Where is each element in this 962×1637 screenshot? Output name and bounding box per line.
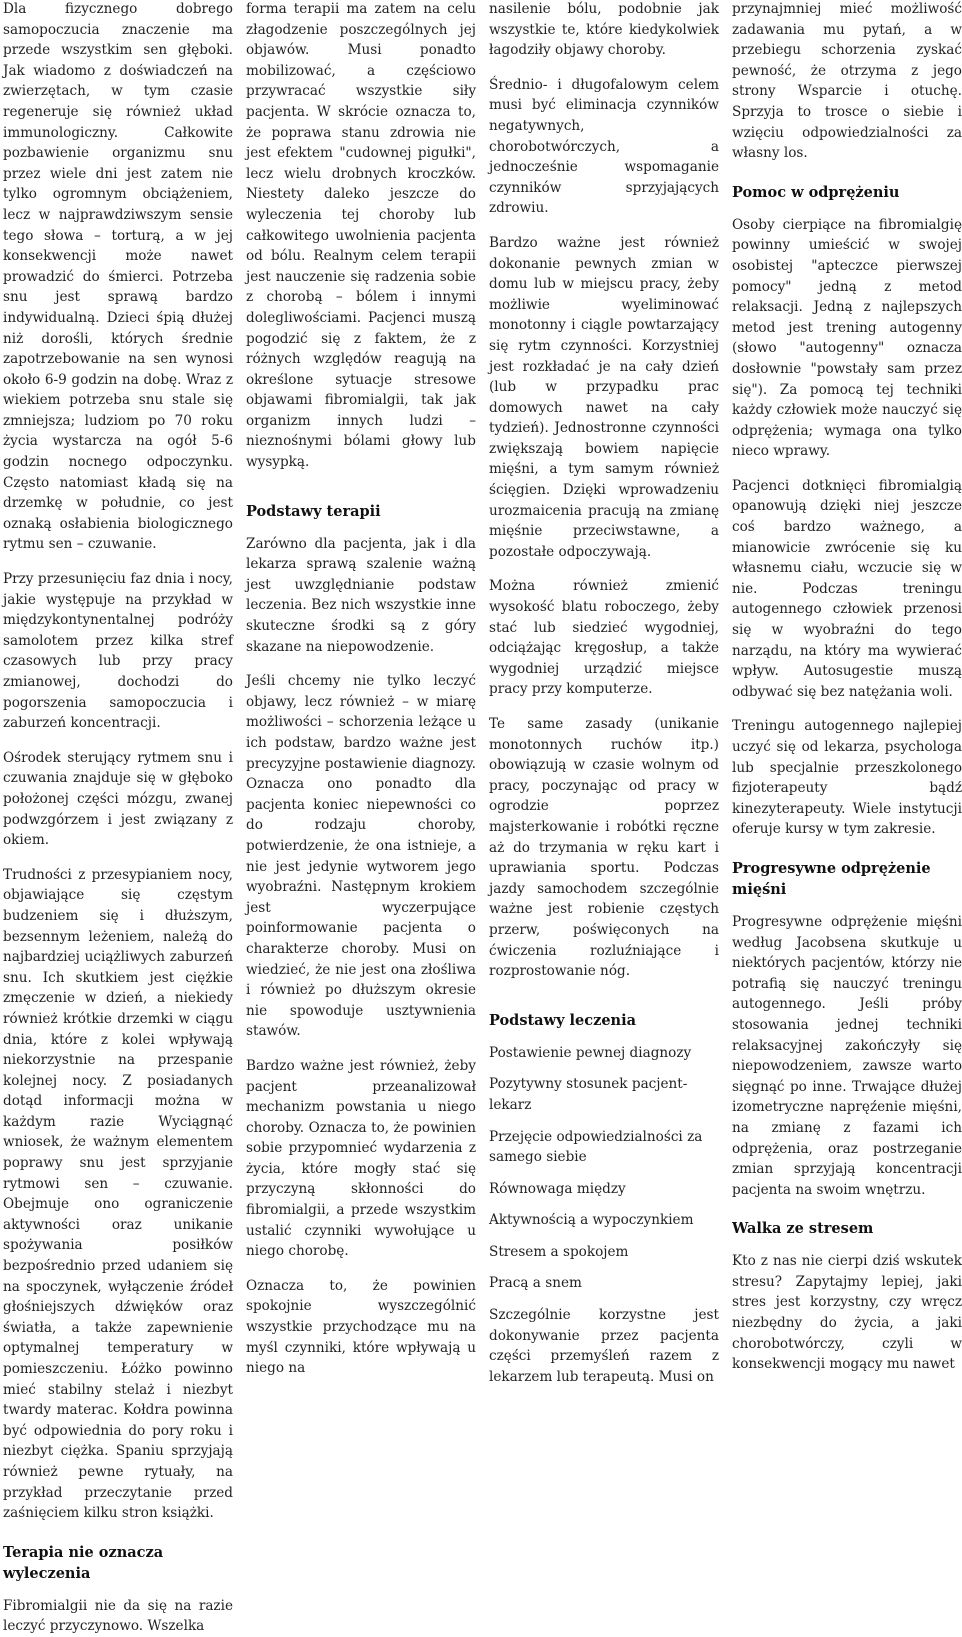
paragraph: Dla fizycznego dobrego samopoczucia znaczenie ma przede wszystkim sen głęboki. Jak wiadomo z doświadczeń na zwierzętach, w tym czasie regeneruje się również układ immunologiczny. Całkowite pozbawienie organizmu snu przez wiele dni jest zatem nie tylko ogromnym obciążeniem, lecz w najprawdziwszym sensie tego słowa – torturą, a w jej konsekwencji może nawet prowadzić do śmierci. Potrzeba snu jest sprawą bardzo indywidualną. Dzieci śpią dłużej niż dorośli, których średnie zapotrzebowanie na sen wynosi około 6-9 godzin na dobę. Wraz z wiekiem potrzeba snu stale się zmniejsza; ludziom po 70 roku życia wystarcza na ogół 5-6 godzin nocnego odpoczynku. Często natomiast kładą się na drzemkę w południe, co jest oznaką osłabienia biologicznego rytmu sen – czuwanie.	[3, 1, 233, 553]
list-item: Przejęcie odpowiedzialności za samego siebie	[489, 1128, 703, 1166]
paragraph: Przy przesunięciu faz dnia i nocy, jakie występuje na przykład w międzykontynentalnej podróży samolotem przez kilka stref czasowych lub przy pracy zmianowej, dochodzi do pogorszenia samopoczucia i zaburzeń koncentracji.	[3, 571, 233, 732]
paragraph: Bardzo ważne jest również, żeby pacjent przeanalizował mechanizm powstania u niego choroby. Oznacza to, że powinien sobie przypomnieć wydarzenia z życia, które mogły stać się przyczyną skłonności do fibromialgii, a przede wszystkim ustalić czynniki wywołujące u niego chorobę.	[246, 1057, 476, 1260]
list-item: Stresem a spokojem	[489, 1243, 629, 1260]
paragraph: Osoby cierpiące na fibromialgię powinny umieścić w swojej osobistej "apteczce pierwszej pomocy" jedną z metod relaksacji. Jedną z najlepszych metod jest trening autogenny (słowo "autogenny" oznacza dosłownie "powstały sam przez się"). Za pomocą tej techniki każdy człowiek może nauczyć się odprężenia; wymaga ona tylko nieco wprawy.	[732, 216, 962, 460]
paragraph: forma terapii ma zatem na celu złagodzenie poszczególnych jej objawów. Musi ponadto mobilizować, a częściowo przywracać wszystkie siły pacjenta. W skrócie oznacza to, że poprawa stanu zdrowia nie jest efektem "cudownej pigułki", lecz wielu drobnych kroczków. Niestety daleko jeszcze do wyleczenia tej choroby lub całkowitego uwolnienia pacjenta od bólu. Realnym celem terapii jest nauczenie się radzenia sobie z chorobą – bólem i innymi dolegliwościami. Pacjenci muszą pogodzić się z faktem, że z różnych względów reagują na określone sytuacje stresowe objawami fibromialgii, tak jak organizm innych ludzi – nieznośnymi bólami głowy lub wysypką.	[246, 1, 476, 471]
paragraph: Bardzo ważne jest również dokonanie pewnych zmian w domu lub w miejscu pracy, żeby możliwie wyeliminować monotonny i ciągle powtarzający się rytm czynności. Korzystniej jest rozkładać je na cały dzień (lub w przypadku prac domowych nawet na cały tydzień). Jednostronne czynności zwiększają bowiem napięcie mięśni, a tym samym również ścięgien. Dzięki wprowadzeniu urozmaicenia pracują na zmianę mięśnie przeciwstawne, a pozostałe odpoczywają.	[489, 234, 719, 560]
paragraph: Szczególnie korzystne jest dokonywanie przez pacjenta części przemyśleń razem z lekarzem lub terapeutą. Musi on	[489, 1307, 719, 1385]
section-heading: Progresywne odprężenie mięśni	[732, 859, 931, 898]
section-heading: Podstawy terapii	[246, 502, 381, 520]
paragraph: Zarówno dla pacjenta, jak i dla lekarza sprawą szalenie ważną jest uwzględnianie podstaw leczenia. Bez nich wszystkie inne skuteczne środki są z góry skazane na niepowodzenie.	[246, 535, 476, 655]
paragraph: Treningu autogennego najlepiej uczyć się od lekarza, psychologa lub specjalnie przeszkolonego fizjoterapeuty bądź kinezyterapeuty. Wiele instytucji oferuje kursy w tym zakresie.	[732, 718, 962, 838]
list-item: Aktywnością a wypoczynkiem	[489, 1212, 694, 1229]
text-column-4	[732, 0, 962, 1386]
paragraph: Ośrodek sterujący rytmem snu i czuwania znajduje się w głęboko położonej części mózgu, zwanej podwzgórzem i jest związany z okiem.	[3, 749, 233, 849]
paragraph: Można również zmienić wysokość blatu roboczego, żeby stać lub siedzieć wygodniej, odciążając kręgosłup, a także wygodniej urządzić miejsce pracy przy komputerze.	[489, 578, 719, 698]
list-item: Równowaga między	[489, 1180, 626, 1197]
text-column-3	[489, 0, 719, 1386]
section-heading: Walka ze stresem	[732, 1220, 874, 1238]
paragraph: Oznacza to, że powinien spokojnie wyszczególnić wszystkie przychodzące mu na myśl czynniki, które wpływają u niego na	[246, 1277, 476, 1377]
list-item: Pracą a snem	[489, 1275, 582, 1292]
paragraph: Kto z nas nie cierpi dziś wskutek stresu? Zapytajmy lepiej, jaki stres jest korzystny, czy wręcz niezbędny do życia, a jaki chorobotwórczy, czyli w konsekwencji mogący mu nawet	[732, 1253, 962, 1373]
section-heading: Terapia nie oznacza wyleczenia	[3, 1543, 164, 1582]
paragraph: Progresywne odprężenie mięśni według Jacobsena skutkuje u niektórych pacjentów, którzy nie potrafią się nauczyć treningu autogennego. Jeśli próby stosowania jednej techniki relaksacyjnej zakończyły się niepowodzeniem, zawsze warto sięgnąć po inne. Trwające dłużej izometryczne napręźenie mięśni, na zmianę z fazami ich odprężenia, oraz postrzeganie zmian sprzyjają koncentracji pacjenta na swoim wnętrzu.	[732, 913, 962, 1198]
paragraph: nasilenie bólu, podobnie jak wszystkie te, które kiedykolwiek łagodziły objawy choroby.	[489, 1, 719, 59]
list-item: Pozytywny stosunek pacjent-lekarz	[489, 1076, 688, 1113]
paragraph: Te same zasady (unikanie monotonnych ruchów itp.) obowiązują w czasie wolnym od pracy, poczynając od pracy w ogrodzie poprzez majsterkowanie i robótki ręczne aż do trzymania w ręku kart i uprawiania sportu. Podczas jazdy samochodem szczególnie ważne jest robienie częstych przerw, poświęconych na ćwiczenia rozluźniające i rozprostowanie nóg.	[489, 716, 719, 980]
section-heading: Podstawy leczenia	[489, 1011, 637, 1029]
paragraph: Fibromialgii nie da się na razie leczyć przyczynowo. Wszelka	[3, 1597, 233, 1635]
paragraph: przynajmniej mieć możliwość zadawania mu pytań, a w przebiegu schorzenia zyskać pewność, że otrzyma z jego strony Wsparcie i otuchę. Sprzyja to trosce o siebie i wzięciu odpowiedzialności za własny los.	[732, 1, 962, 162]
paragraph: Trudności z przesypianiem nocy, objawiające się częstym budzeniem się i dłuższym, bezsennym leżeniem, należą do najbardziej uciążliwych zaburzeń snu. Ich skutkiem jest ciężkie zmęczenie w dzień, a niekiedy również krótkie drzemki w ciągu dnia, które z kolei wpływają niekorzystnie na przespanie kolejnej nocy. Z posiadanych dotąd informacji można w każdym razie Wyciągnąć wniosek, że ważnym elementem poprawy snu jest sprzyjanie rytmowi sen – czuwanie. Obejmuje ono ograniczenie aktywności oraz unikanie spożywania posiłków bezpośrednio przed udaniem się na spoczynek, wyłączenie źródeł głośniejszych dźwięków oraz światła, a także zapewnienie optymalnej temperatury w pomieszczeniu. Łóżko powinno mieć stabilny stelaż i niezbyt twardy materac. Kołdra powinna być odpowiednia do pory roku i niezbyt ciężka. Spaniu sprzyjają również pewne rytuały, na przykład przeczytanie przed zaśnięciem kilku stron książki.	[3, 866, 233, 1522]
paragraph: Średnio- i długofalowym celem musi być eliminacja czynników negatywnych, chorobotwórczych, a jednocześnie wspomaganie czynników sprzyjających zdrowiu.	[489, 76, 719, 217]
list-item: Postawienie pewnej diagnozy	[489, 1044, 692, 1061]
paragraph: Pacjenci dotknięci fibromialgią opanowują dzięki niej jeszcze coś bardzo ważnego, a mianowicie zwrócenie się ku własnemu ciału, wczucie się w nie. Podczas treningu autogennego człowiek przenosi się w wyobraźni do tego narządu, na który ma wywierać wpływ. Autosugestie muszą odbywać się bez natężania woli.	[732, 477, 962, 700]
text-column-1	[3, 0, 233, 1635]
paragraph: Jeśli chcemy nie tylko leczyć objawy, lecz również – w miarę możliwości – schorzenia leżące u ich podstaw, bardzo ważne jest precyzyjne postawienie diagnozy. Oznacza ono ponadto dla pacjenta koniec niepewności co do rodzaju choroby, potwierdzenie, że ona istnieje, a nie jest jedynie wytworem jego wyobraźni. Następnym krokiem jest wyczerpujące poinformowanie pacjenta o charakterze choroby. Musi on wiedzieć, że nie jest ona złośliwa i również po dłuższym okresie nie spowoduje usztywnienia stawów.	[246, 673, 476, 1040]
section-heading: Pomoc w odprężeniu	[732, 183, 900, 201]
text-column-2	[246, 0, 476, 1386]
